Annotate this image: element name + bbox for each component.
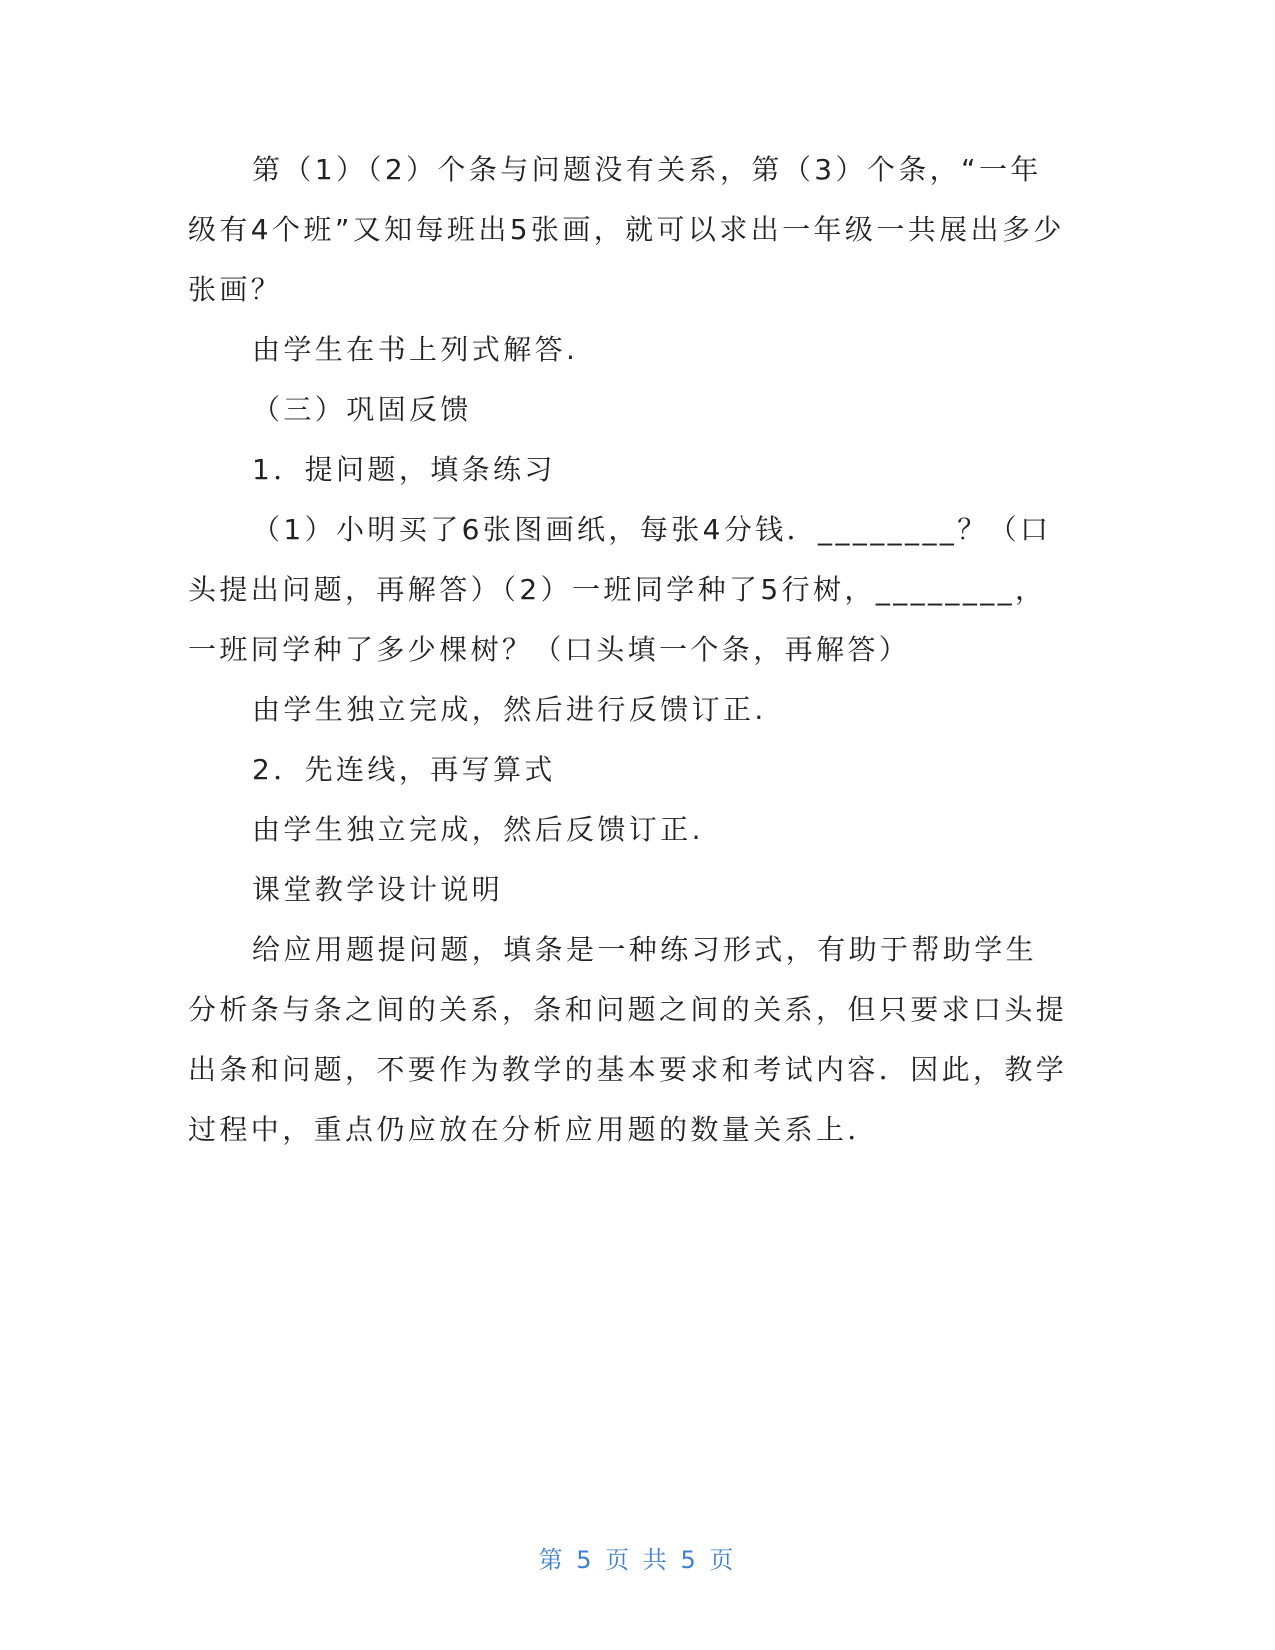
- section-heading-consolidation: （三）巩固反馈: [252, 393, 472, 426]
- exercise-heading-2: 2．先连线，再写算式: [252, 753, 556, 786]
- exercise-heading-1: 1．提问题，填条练习: [252, 453, 556, 486]
- paragraph-design-notes: 给应用题提问题，填条是一种练习形式，有助于帮助学生分析条与条之间的关系，条和问题之间的关系，但只要求口头提出条和问题，不要作为教学的基本要求和考试内容．因此，教学过程中，重点仍应放在分析应用题的数量关系上．: [188, 933, 1068, 1146]
- paragraph-conditions-analysis: 第（1）（2）个条与问题没有关系，第（3）个条，“一年级有4个班”又知每班出5张画，就可以求出一年级一共展出多少张画？: [188, 153, 1065, 306]
- paragraph-independent-feedback: 由学生独立完成，然后进行反馈订正.: [252, 693, 767, 726]
- document-body: [188, 140, 1068, 1160]
- paragraph-students-solve: 由学生在书上列式解答.: [252, 333, 579, 366]
- exercise-items: （1）小明买了6张图画纸，每张4分钱．________？（口头提出问题，再解答）（2）一班同学种了5行树，________，一班同学种了多少棵树？（口头填一个条，再解答）: [188, 513, 1052, 666]
- page-number-footer: 第 5 页 共 5 页: [538, 1546, 737, 1574]
- paragraph-independent-correction: 由学生独立完成，然后反馈订正.: [252, 813, 704, 846]
- section-heading-design-notes: 课堂教学设计说明: [252, 873, 504, 906]
